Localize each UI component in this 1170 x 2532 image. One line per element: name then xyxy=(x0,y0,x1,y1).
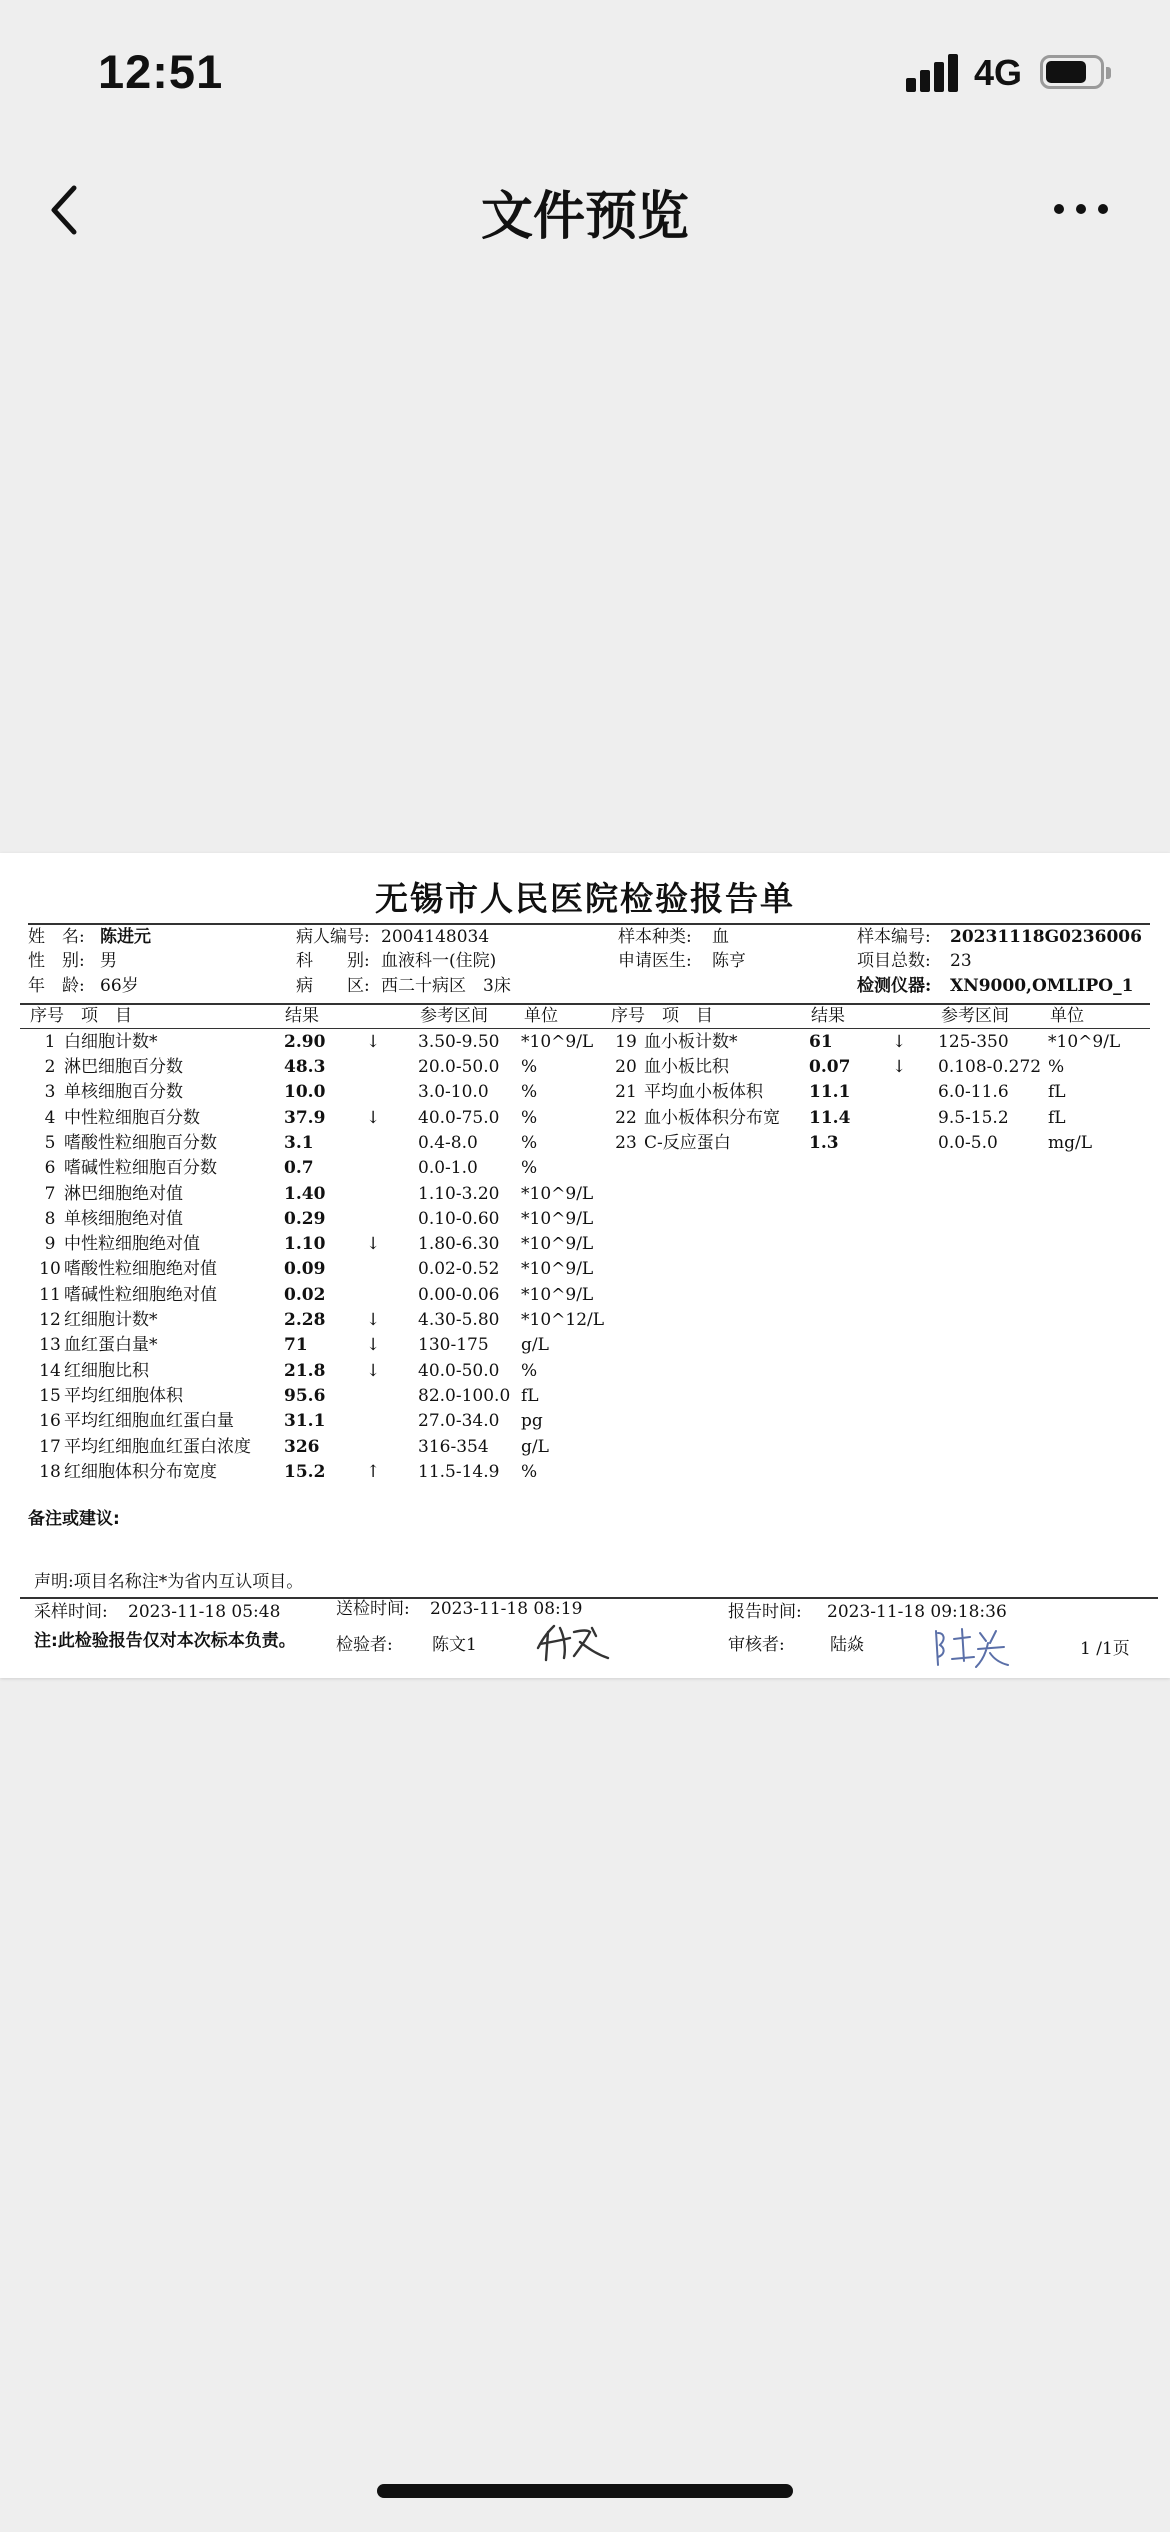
doctor-label: 申请医生: xyxy=(618,951,692,971)
row-no: 4 xyxy=(44,1108,56,1128)
row-unit: % xyxy=(521,1057,538,1077)
row-unit: g/L xyxy=(521,1335,549,1355)
row-no: 8 xyxy=(44,1209,56,1229)
row-item: 嗜酸性粒细胞百分数 xyxy=(64,1133,217,1153)
col-unit-right: 单位 xyxy=(1050,1006,1084,1026)
row-no: 10 xyxy=(39,1259,61,1279)
row-no: 23 xyxy=(615,1133,637,1153)
row-unit: % xyxy=(521,1462,538,1482)
row-result: 2.28 xyxy=(284,1310,326,1330)
row-item: 淋巴细胞绝对值 xyxy=(64,1184,183,1204)
row-no: 22 xyxy=(615,1108,637,1128)
disclaimer: 注:此检验报告仅对本次标本负责。 xyxy=(34,1631,296,1651)
row-item: 嗜碱性粒细胞绝对值 xyxy=(64,1285,217,1305)
item-count-label: 项目总数: xyxy=(857,951,931,971)
dot-icon xyxy=(1054,204,1064,214)
row-flag: ↓ xyxy=(366,1335,381,1355)
row-no: 19 xyxy=(615,1032,637,1052)
home-indicator[interactable] xyxy=(377,2484,793,2498)
name-label: 姓 名: xyxy=(28,927,85,947)
row-item: 血红蛋白量* xyxy=(64,1335,158,1355)
row-ref: 40.0-75.0 xyxy=(418,1108,500,1128)
patient-sex: 男 xyxy=(100,951,117,971)
row-ref: 0.10-0.60 xyxy=(418,1209,500,1229)
row-result: 0.7 xyxy=(284,1158,314,1178)
doctor: 陈亨 xyxy=(712,951,746,971)
reviewer-signature xyxy=(930,1621,1010,1671)
row-ref: 125-350 xyxy=(938,1032,1009,1052)
row-flag: ↑ xyxy=(366,1462,381,1482)
row-item: 嗜碱性粒细胞百分数 xyxy=(64,1158,217,1178)
row-result: 11.1 xyxy=(809,1082,851,1102)
row-item: 血小板比积 xyxy=(644,1057,729,1077)
statement: 声明:项目名称注*为省内互认项目。 xyxy=(34,1572,304,1592)
row-result: 3.1 xyxy=(284,1133,314,1153)
row-unit: pg xyxy=(521,1411,543,1431)
collect-time: 2023-11-18 05:48 xyxy=(128,1602,281,1622)
reviewer: 陆焱 xyxy=(830,1635,864,1655)
instrument-label: 检测仪器: xyxy=(857,976,932,996)
report-time: 2023-11-18 09:18:36 xyxy=(827,1602,1007,1622)
row-flag: ↓ xyxy=(366,1361,381,1381)
row-unit: fL xyxy=(521,1386,539,1406)
row-ref: 27.0-34.0 xyxy=(418,1411,500,1431)
row-item: 平均红细胞血红蛋白浓度 xyxy=(64,1437,251,1457)
status-time: 12:51 xyxy=(98,45,224,98)
row-item: 平均血小板体积 xyxy=(644,1082,763,1102)
row-result: 0.07 xyxy=(809,1057,851,1077)
divider xyxy=(20,1597,1158,1599)
row-unit: % xyxy=(1048,1057,1065,1077)
row-no: 16 xyxy=(39,1411,61,1431)
row-result: 31.1 xyxy=(284,1411,326,1431)
row-result: 11.4 xyxy=(809,1108,851,1128)
row-item: 单核细胞绝对值 xyxy=(64,1209,183,1229)
remarks-label: 备注或建议: xyxy=(28,1509,120,1529)
row-unit: *10^9/L xyxy=(521,1285,594,1305)
ward: 西二十病区 3床 xyxy=(381,976,511,996)
row-result: 0.09 xyxy=(284,1259,326,1279)
report-document[interactable] xyxy=(0,853,1170,1678)
patient-id-label: 病人编号: xyxy=(296,927,370,947)
row-unit: *10^9/L xyxy=(521,1259,594,1279)
row-ref: 3.50-9.50 xyxy=(418,1032,500,1052)
row-ref: 0.0-5.0 xyxy=(938,1133,998,1153)
row-ref: 0.02-0.52 xyxy=(418,1259,500,1279)
page-title: 文件预览 xyxy=(480,187,689,247)
row-no: 1 xyxy=(44,1032,56,1052)
row-ref: 0.108-0.272 xyxy=(938,1057,1042,1077)
row-ref: 6.0-11.6 xyxy=(938,1082,1009,1102)
tester: 陈文1 xyxy=(432,1635,477,1655)
row-ref: 82.0-100.0 xyxy=(418,1386,511,1406)
dept-label: 科 别: xyxy=(296,951,370,971)
row-result: 61 xyxy=(809,1032,833,1052)
patient-name: 陈进元 xyxy=(100,927,151,947)
row-unit: % xyxy=(521,1361,538,1381)
row-ref: 0.4-8.0 xyxy=(418,1133,478,1153)
battery-icon xyxy=(1040,55,1104,89)
row-unit: *10^9/L xyxy=(521,1209,594,1229)
row-unit: *10^9/L xyxy=(521,1032,594,1052)
row-ref: 4.30-5.80 xyxy=(418,1310,500,1330)
row-result: 2.90 xyxy=(284,1032,326,1052)
row-unit: % xyxy=(521,1108,538,1128)
tester-label: 检验者: xyxy=(336,1635,393,1655)
row-ref: 0.0-1.0 xyxy=(418,1158,478,1178)
row-result: 10.0 xyxy=(284,1082,326,1102)
col-no-item-right: 序号 项 目 xyxy=(611,1006,713,1026)
send-time: 2023-11-18 08:19 xyxy=(430,1599,583,1619)
signal-icon xyxy=(906,52,960,92)
row-result: 48.3 xyxy=(284,1057,326,1077)
row-item: 平均红细胞体积 xyxy=(64,1386,183,1406)
patient-age: 66岁 xyxy=(100,976,139,996)
col-ref-left: 参考区间 xyxy=(420,1006,488,1026)
row-unit: *10^12/L xyxy=(521,1310,605,1330)
row-item: 血小板体积分布宽 xyxy=(644,1108,780,1128)
row-unit: mg/L xyxy=(1048,1133,1093,1153)
row-no: 6 xyxy=(44,1158,56,1178)
row-item: 红细胞比积 xyxy=(64,1361,149,1381)
row-result: 326 xyxy=(284,1437,320,1457)
row-result: 0.29 xyxy=(284,1209,326,1229)
row-result: 0.02 xyxy=(284,1285,326,1305)
sample-no: 20231118G0236006 xyxy=(950,927,1142,947)
col-no-item-left: 序号 项 目 xyxy=(30,1006,132,1026)
row-unit: % xyxy=(521,1158,538,1178)
row-item: 红细胞计数* xyxy=(64,1310,158,1330)
network-type: 4G xyxy=(974,52,1023,93)
more-options-button[interactable] xyxy=(1054,194,1114,224)
row-ref: 40.0-50.0 xyxy=(418,1361,500,1381)
row-no: 18 xyxy=(39,1462,61,1482)
row-item: 单核细胞百分数 xyxy=(64,1082,183,1102)
row-no: 9 xyxy=(44,1234,56,1254)
report-title: 无锡市人民医院检验报告单 xyxy=(375,879,795,918)
row-unit: fL xyxy=(1048,1082,1066,1102)
row-flag: ↓ xyxy=(366,1108,381,1128)
row-no: 17 xyxy=(39,1437,61,1457)
row-result: 95.6 xyxy=(284,1386,326,1406)
row-result: 15.2 xyxy=(284,1462,326,1482)
row-ref: 130-175 xyxy=(418,1335,489,1355)
sample-no-label: 样本编号: xyxy=(857,927,931,947)
col-result-left: 结果 xyxy=(285,1006,319,1026)
row-no: 11 xyxy=(39,1285,61,1305)
row-flag: ↓ xyxy=(892,1057,907,1077)
row-no: 14 xyxy=(39,1361,61,1381)
row-ref: 316-354 xyxy=(418,1437,489,1457)
row-item: 淋巴细胞百分数 xyxy=(64,1057,183,1077)
collect-time-label: 采样时间: xyxy=(34,1602,108,1622)
row-item: 中性粒细胞百分数 xyxy=(64,1108,200,1128)
divider xyxy=(20,1028,1150,1029)
col-ref-right: 参考区间 xyxy=(941,1006,1009,1026)
tester-signature xyxy=(530,1618,620,1666)
row-ref: 1.10-3.20 xyxy=(418,1184,500,1204)
row-result: 1.10 xyxy=(284,1234,326,1254)
row-no: 13 xyxy=(39,1335,61,1355)
row-no: 5 xyxy=(44,1133,56,1153)
row-ref: 0.00-0.06 xyxy=(418,1285,500,1305)
row-no: 3 xyxy=(44,1082,56,1102)
row-no: 20 xyxy=(615,1057,637,1077)
row-unit: g/L xyxy=(521,1437,549,1457)
divider xyxy=(28,923,1150,925)
row-ref: 11.5-14.9 xyxy=(418,1462,500,1482)
row-flag: ↓ xyxy=(892,1032,907,1052)
dot-icon xyxy=(1098,204,1108,214)
row-ref: 20.0-50.0 xyxy=(418,1057,500,1077)
row-no: 21 xyxy=(615,1082,637,1102)
row-no: 12 xyxy=(39,1310,61,1330)
row-unit: *10^9/L xyxy=(1048,1032,1121,1052)
nav-bar xyxy=(0,150,1170,270)
row-unit: fL xyxy=(1048,1108,1066,1128)
sample-type-label: 样本种类: xyxy=(618,927,692,947)
row-no: 2 xyxy=(44,1057,56,1077)
row-ref: 3.0-10.0 xyxy=(418,1082,489,1102)
row-flag: ↓ xyxy=(366,1310,381,1330)
row-flag: ↓ xyxy=(366,1032,381,1052)
row-result: 1.40 xyxy=(284,1184,326,1204)
col-result-right: 结果 xyxy=(811,1006,845,1026)
age-label: 年 龄: xyxy=(28,976,85,996)
row-result: 71 xyxy=(284,1335,308,1355)
row-no: 15 xyxy=(39,1386,61,1406)
reviewer-label: 审核者: xyxy=(728,1635,785,1655)
row-unit: *10^9/L xyxy=(521,1234,594,1254)
page-number: 1 /1页 xyxy=(1080,1639,1130,1659)
dept: 血液科一(住院) xyxy=(381,951,497,971)
row-ref: 1.80-6.30 xyxy=(418,1234,500,1254)
row-ref: 9.5-15.2 xyxy=(938,1108,1009,1128)
row-result: 37.9 xyxy=(284,1108,326,1128)
row-result: 1.3 xyxy=(809,1133,839,1153)
dot-icon xyxy=(1076,204,1086,214)
row-unit: % xyxy=(521,1082,538,1102)
row-item: 红细胞体积分布宽度 xyxy=(64,1462,217,1482)
status-bar xyxy=(0,0,1170,150)
sample-type: 血 xyxy=(712,927,729,947)
row-item: 嗜酸性粒细胞绝对值 xyxy=(64,1259,217,1279)
row-no: 7 xyxy=(44,1184,56,1204)
col-unit-left: 单位 xyxy=(524,1006,558,1026)
row-result: 21.8 xyxy=(284,1361,326,1381)
send-time-label: 送检时间: xyxy=(336,1599,410,1619)
instrument: XN9000,OMLIPO_1 xyxy=(950,976,1134,996)
patient-id: 2004148034 xyxy=(381,927,490,947)
row-unit: *10^9/L xyxy=(521,1184,594,1204)
item-count: 23 xyxy=(950,951,972,971)
sex-label: 性 别: xyxy=(28,951,85,971)
row-item: 白细胞计数* xyxy=(64,1032,158,1052)
row-item: 血小板计数* xyxy=(644,1032,738,1052)
row-item: 平均红细胞血红蛋白量 xyxy=(64,1411,234,1431)
row-unit: % xyxy=(521,1133,538,1153)
row-item: C-反应蛋白 xyxy=(644,1133,731,1153)
ward-label: 病 区: xyxy=(296,976,370,996)
row-flag: ↓ xyxy=(366,1234,381,1254)
report-time-label: 报告时间: xyxy=(728,1602,802,1622)
row-item: 中性粒细胞绝对值 xyxy=(64,1234,200,1254)
